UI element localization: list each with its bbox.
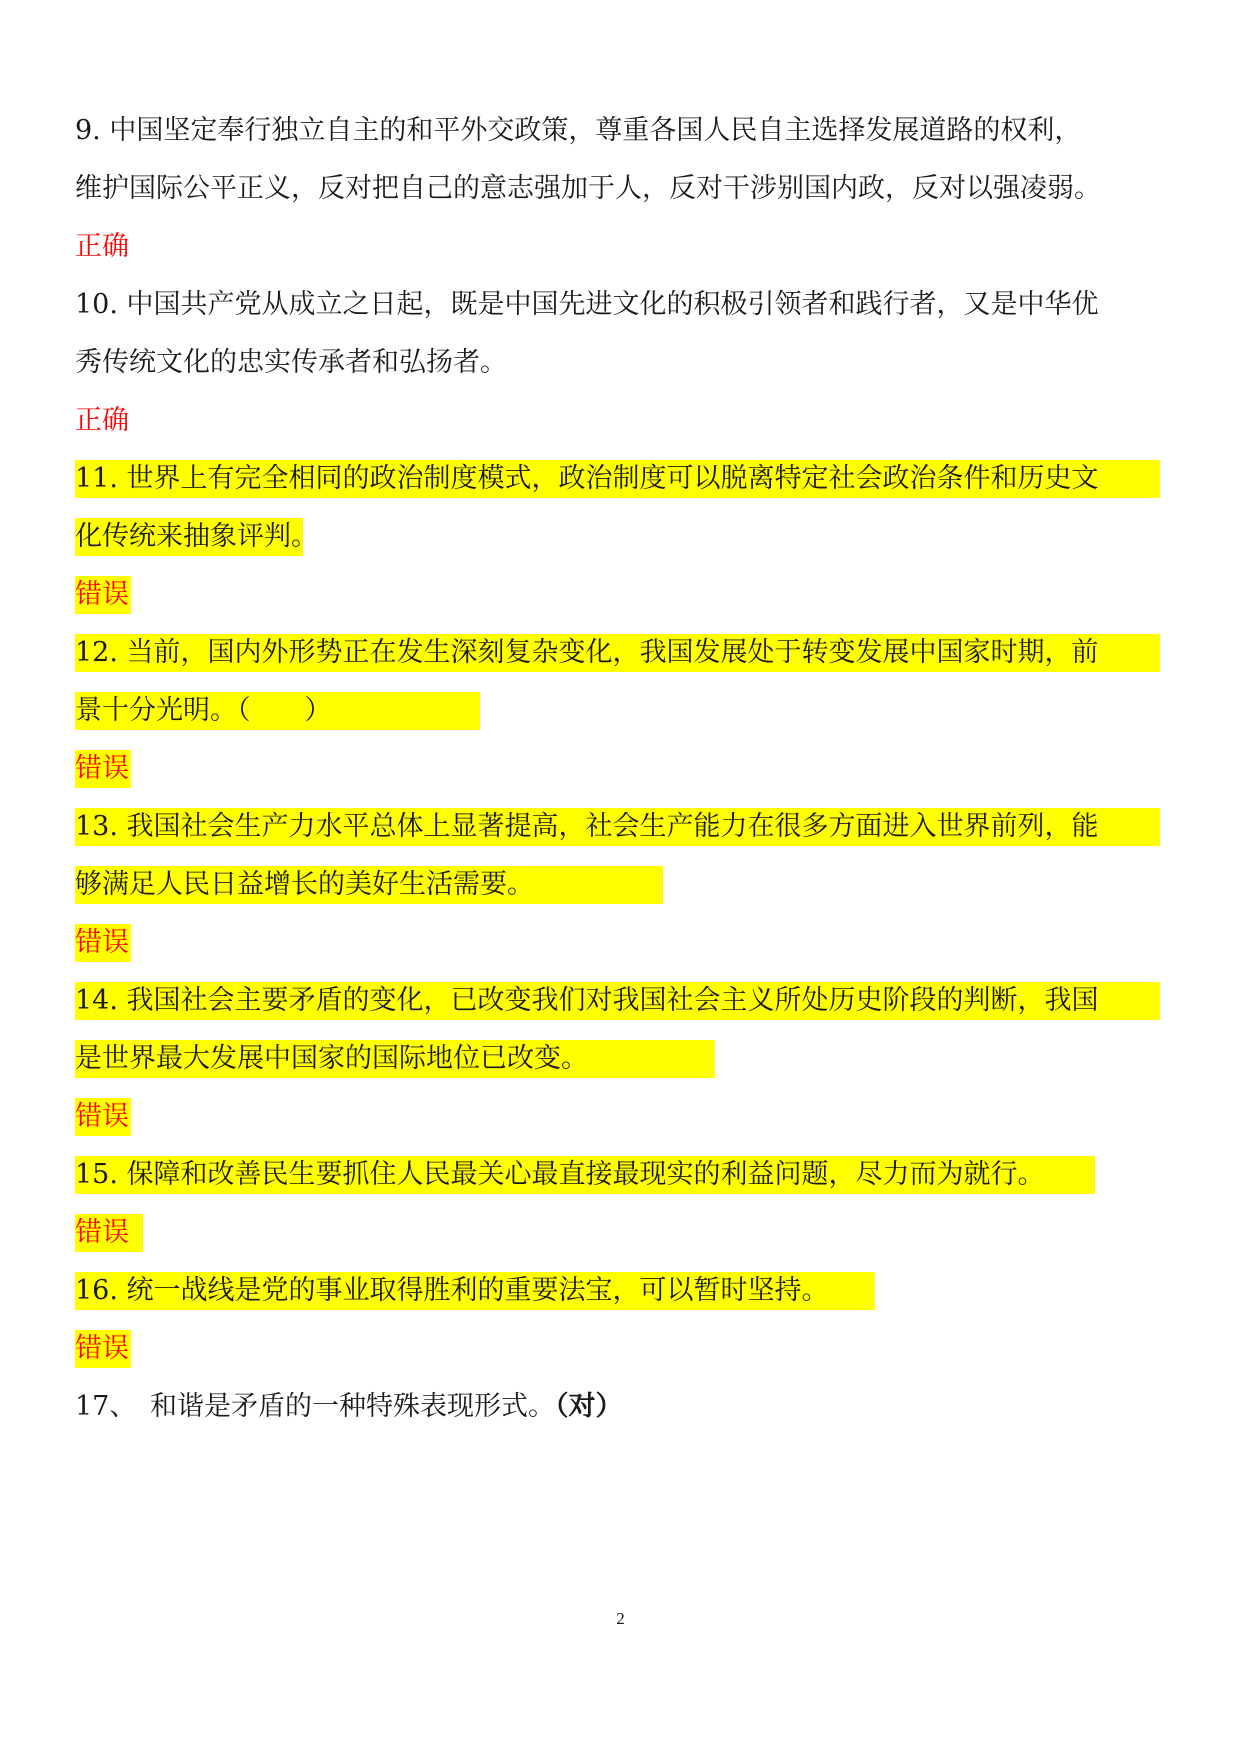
question-13-line-1: 13. 我国社会生产力水平总体上显著提高，社会生产能力在很多方面进入世界前列，能 <box>75 808 1160 846</box>
question-10-line-2: 秀传统文化的忠实传承者和弘扬者。 <box>75 347 507 378</box>
question-14-line-2: 是世界最大发展中国家的国际地位已改变。 <box>75 1040 715 1078</box>
question-17-number: 17、 <box>75 1391 137 1422</box>
question-14-line-1: 14. 我国社会主要矛盾的变化，已改变我们对我国社会主义所处历史阶段的判断，我国 <box>75 982 1160 1020</box>
question-14-answer: 错误 <box>75 1098 131 1136</box>
question-11-answer: 错误 <box>75 576 131 614</box>
question-17-answer: （对） <box>555 1391 623 1422</box>
question-15-line-1: 15. 保障和改善民生要抓住人民最关心最直接最现实的利益问题，尽力而为就行。 <box>75 1156 1095 1194</box>
question-10-line-1: 10. 中国共产党从成立之日起，既是中国先进文化的积极引领者和践行者，又是中华优 <box>75 289 1099 320</box>
question-10-answer: 正确 <box>75 405 129 436</box>
question-17 <box>75 1388 623 1426</box>
question-12-line-2: 景十分光明。（ ） <box>75 692 480 730</box>
question-16-answer: 错误 <box>75 1330 131 1368</box>
question-12-answer: 错误 <box>75 750 131 788</box>
question-11-line-2: 化传统来抽象评判。 <box>75 518 303 556</box>
page-number: 2 <box>616 1609 625 1628</box>
question-13-answer: 错误 <box>75 924 131 962</box>
question-15-answer: 错误 <box>75 1214 143 1252</box>
question-17-text: 和谐是矛盾的一种特殊表现形式。 <box>150 1391 555 1422</box>
question-9-answer: 正确 <box>75 231 129 262</box>
question-12-line-1: 12. 当前，国内外形势正在发生深刻复杂变化，我国发展处于转变发展中国家时期，前 <box>75 634 1160 672</box>
question-9-line-2: 维护国际公平正义，反对把自己的意志强加于人，反对干涉别国内政，反对以强凌弱。 <box>75 173 1101 204</box>
question-13-line-2: 够满足人民日益增长的美好生活需要。 <box>75 866 663 904</box>
question-11-line-1: 11. 世界上有完全相同的政治制度模式，政治制度可以脱离特定社会政治条件和历史文 <box>75 460 1160 498</box>
question-16-line-1: 16. 统一战线是党的事业取得胜利的重要法宝，可以暂时坚持。 <box>75 1272 875 1310</box>
question-9-line-1: 9. 中国坚定奉行独立自主的和平外交政策，尊重各国人民自主选择发展道路的权利， <box>75 115 1082 146</box>
